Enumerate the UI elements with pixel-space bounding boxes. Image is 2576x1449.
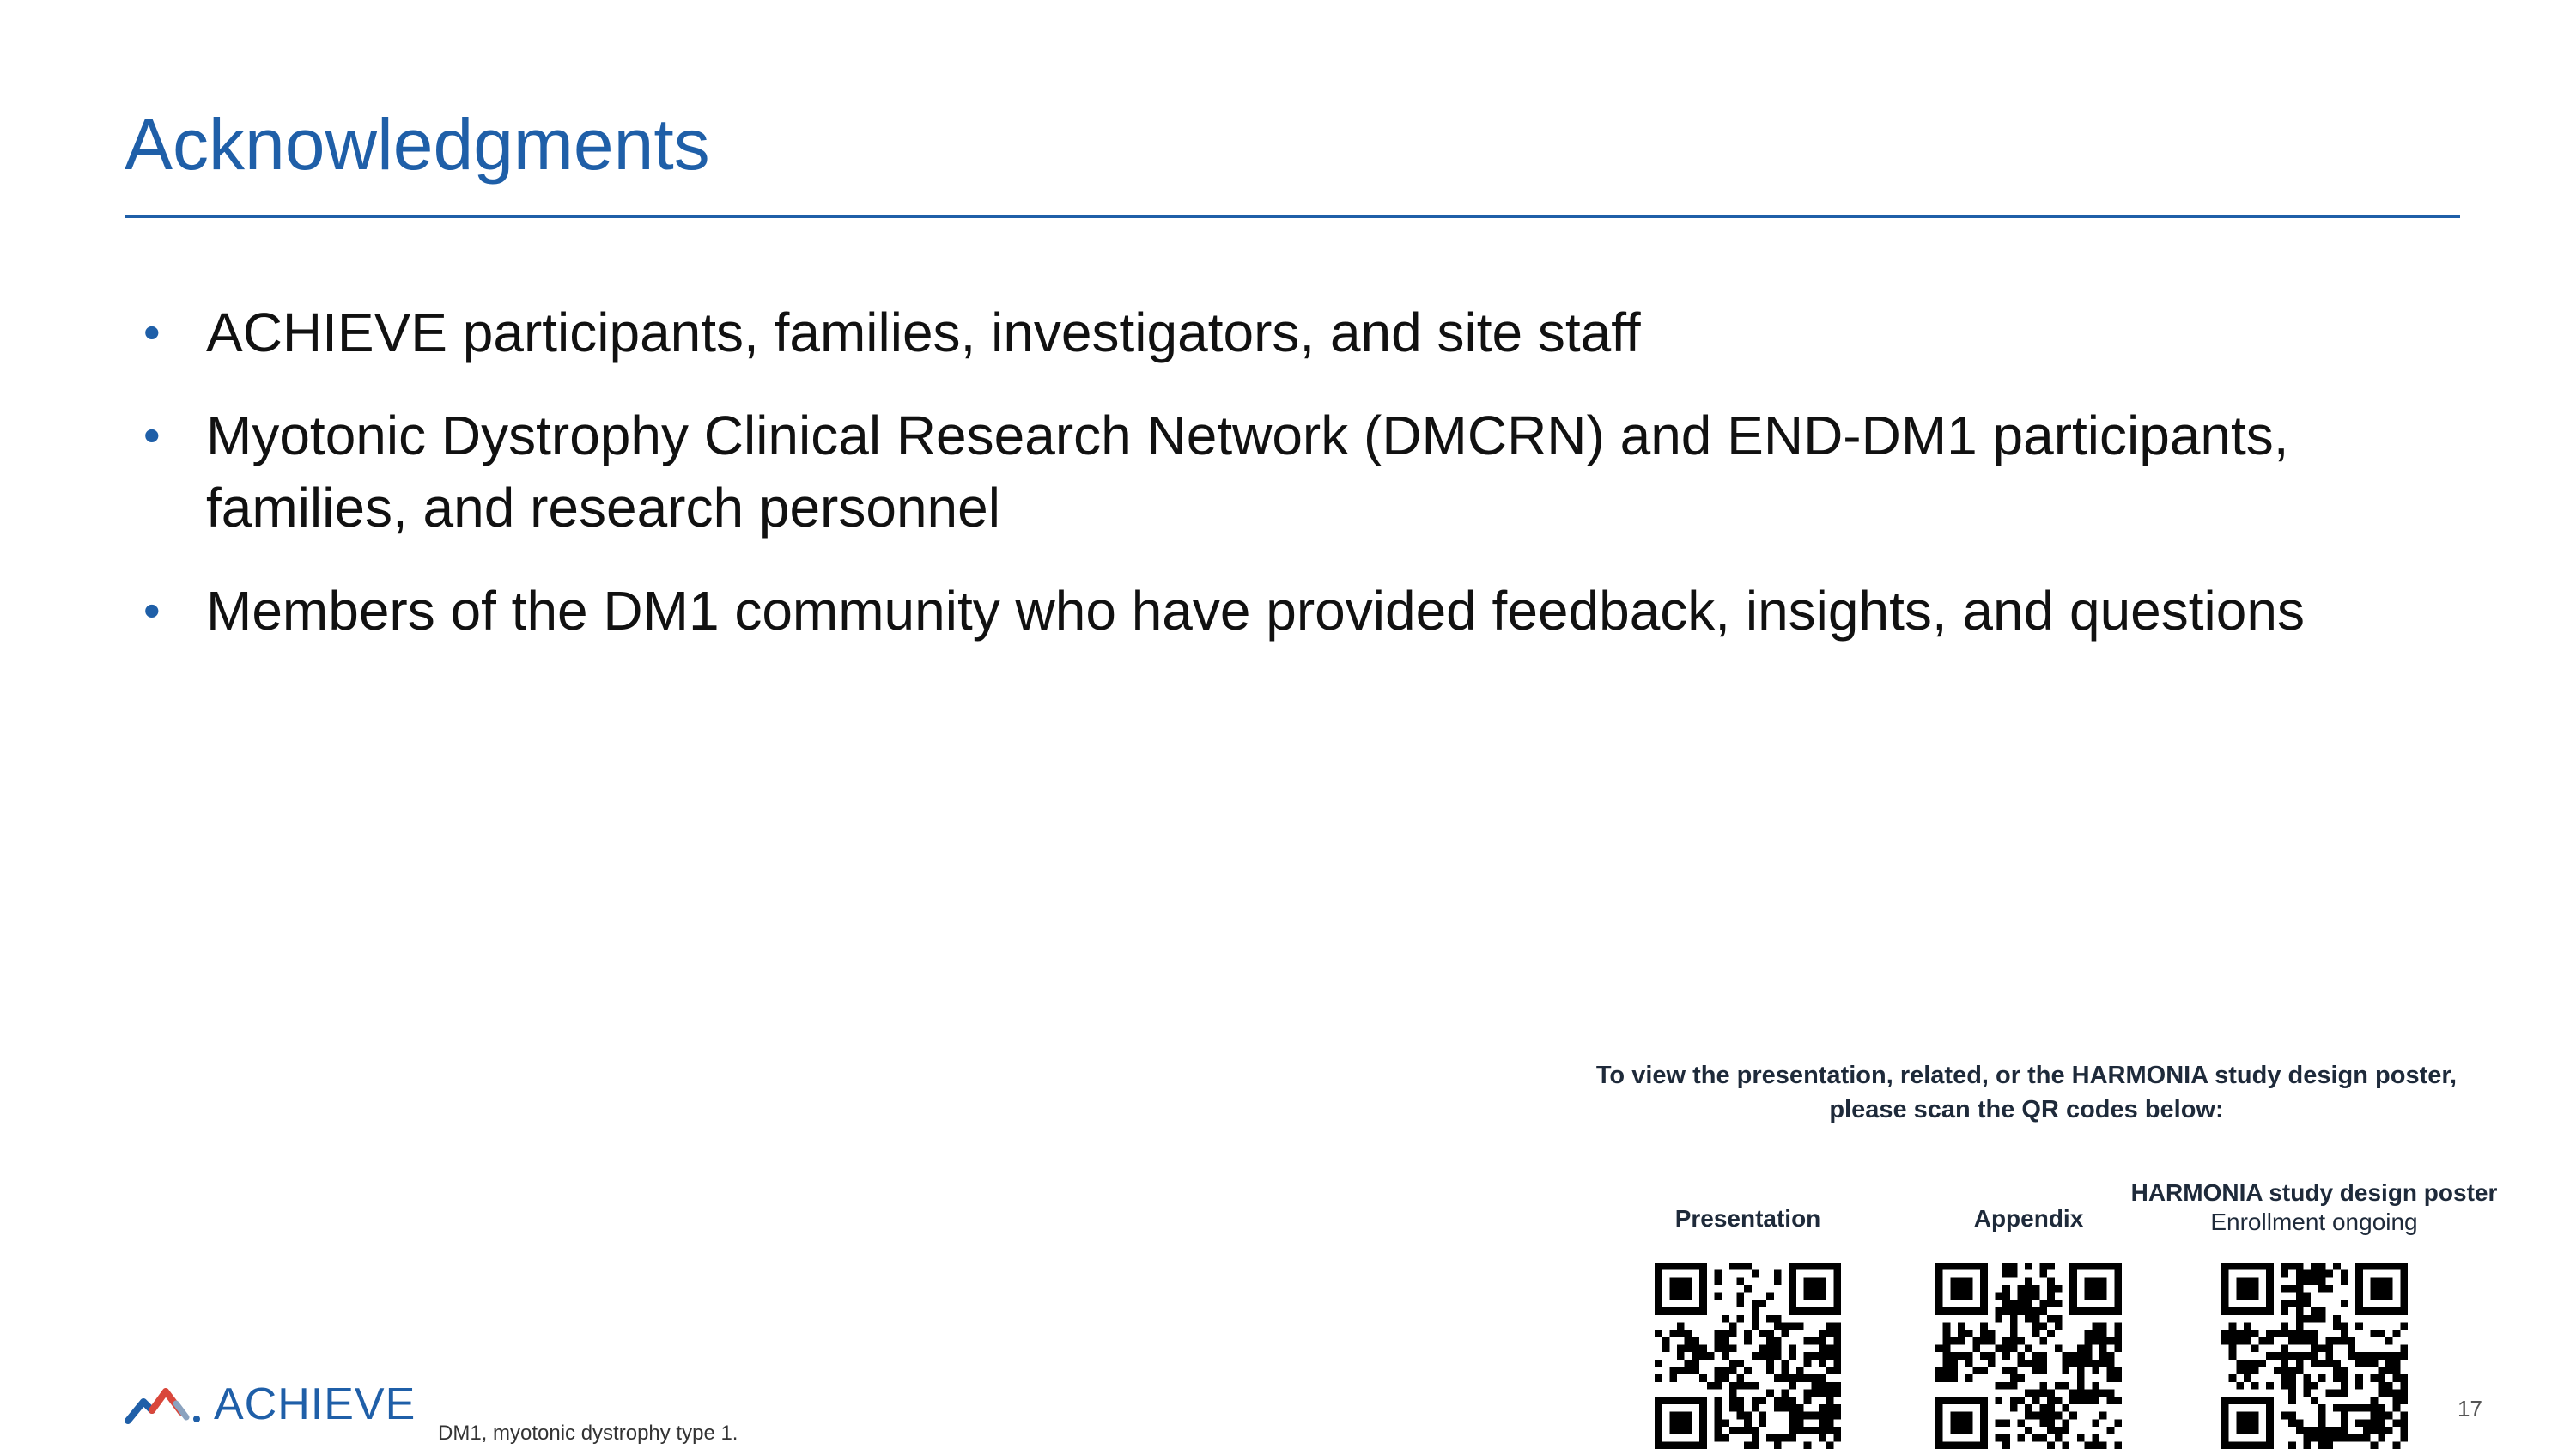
qr-code-presentation[interactable] [1655,1263,1841,1449]
page-number: 17 [2458,1396,2482,1422]
list-item-text: ACHIEVE participants, families, investigators, and site staff [206,301,1641,363]
qr-code-appendix[interactable] [1935,1263,2122,1449]
qr-label-presentation [1655,1204,1841,1233]
achieve-logo [125,1379,416,1430]
qr-caption-line-1: To view the presentation, related, or the HARMONIA study design poster, [1595,1062,2458,1089]
list-item [142,399,2374,544]
list-item-text: Members of the DM1 community who have provided feedback, insights, and questions [206,580,2305,642]
bullet-icon: • [143,408,161,462]
list-item [142,296,2374,368]
bullet-icon: • [143,305,161,359]
qr-label-appendix [1935,1204,2122,1233]
qr-code-icon [2221,1263,2408,1449]
slide-title: Acknowledgments [125,104,710,185]
list-item [142,575,2374,647]
footnote: DM1, myotonic dystrophy type 1. [438,1422,738,1445]
acknowledgment-list [142,296,2374,678]
qr-code-harmonia[interactable] [2221,1263,2408,1449]
list-item-text: Myotonic Dystrophy Clinical Research Network (DMCRN) and END-DM1 participants, families, and research personnel [206,405,2289,539]
qr-caption-line-2: please scan the QR codes below: [1829,1096,2224,1123]
qr-code-icon [1655,1263,1841,1449]
title-divider [125,215,2460,218]
logo-text: ACHIEVE [214,1379,416,1429]
qr-label: HARMONIA study design poster [2130,1179,2498,1206]
qr-label: Appendix [1973,1205,2084,1232]
bullet-icon: • [143,583,161,637]
qr-caption [1537,1058,2516,1127]
achieve-mountain-logo-icon [125,1383,202,1426]
qr-label-harmonia [2112,1178,2516,1237]
qr-sublabel: Enrollment ongoing [2210,1209,2418,1235]
qr-label: Presentation [1674,1205,1821,1232]
qr-code-icon [1935,1263,2122,1449]
